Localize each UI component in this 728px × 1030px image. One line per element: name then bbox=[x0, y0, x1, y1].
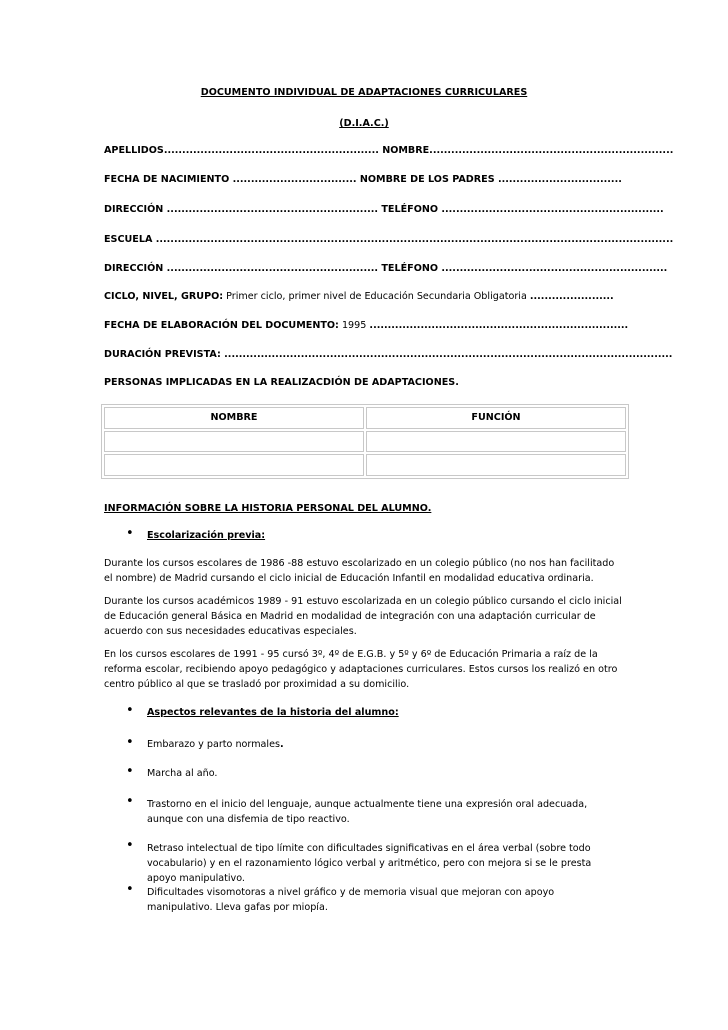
duracion-prevista-field: DURACIÓN PREVISTA: ........................................................................................................................... bbox=[104, 349, 673, 360]
bullet-icon: • bbox=[126, 764, 134, 779]
escolarizacion-heading: Escolarización previa: bbox=[147, 530, 266, 541]
aspectos-item-4: Retraso intelectual de tipo límite con dificultades significativas en el área verbal (sobre todo vocabulario) y en el razonamiento lógico verbal y aritmético, pero con mejora si se le presta apoyo manipulativo. bbox=[147, 843, 592, 884]
aspectos-item-1 bbox=[147, 739, 284, 751]
table-cell[interactable] bbox=[366, 431, 626, 453]
escuela-field: ESCUELA .............................................................................................................................................. bbox=[104, 234, 674, 245]
document-subtitle: (D.I.A.C.) bbox=[339, 118, 389, 129]
personas-table bbox=[101, 404, 629, 479]
ciclo-nivel-grupo-field bbox=[104, 291, 614, 303]
fecha-nacimiento-padres-field: FECHA DE NACIMIENTO .................................. NOMBRE DE LOS PADRES .................................. bbox=[104, 174, 622, 185]
bullet-icon: • bbox=[126, 794, 134, 809]
aspectos-item-5: Dificultades visomotoras a nivel gráfico y de memoria visual que mejoran con apoyo manipulativo. Lleva gafas por miopía. bbox=[147, 887, 555, 913]
escolarizacion-paragraph-2: Durante los cursos académicos 1989 - 91 estuvo escolarizada en un colegio público cursando el ciclo inicial de Educación general Básica en Madrid en modalidad de integración con una adaptación curricular de acuerdo con sus necesidades educativas especiales. bbox=[104, 596, 622, 637]
historia-personal-heading: INFORMACIÓN SOBRE LA HISTORIA PERSONAL DEL ALUMNO. bbox=[104, 503, 432, 514]
aspectos-item-1-text: Embarazo y parto normales bbox=[147, 739, 280, 750]
bullet-icon: • bbox=[126, 703, 134, 718]
table-cell[interactable] bbox=[104, 454, 364, 476]
aspectos-item-1-period: . bbox=[280, 739, 284, 750]
aspectos-item-3: Trastorno en el inicio del lenguaje, aunque actualmente tiene una expresión oral adecuada, aunque con una disfemia de tipo reactivo. bbox=[147, 799, 588, 825]
table-row bbox=[104, 431, 626, 453]
table-cell[interactable] bbox=[104, 431, 364, 453]
aspectos-heading: Aspectos relevantes de la historia del alumno: bbox=[147, 707, 399, 718]
ciclo-label: CICLO, NIVEL, GRUPO: bbox=[104, 291, 224, 302]
escolarizacion-paragraph-3: En los cursos escolares de 1991 - 95 cursó 3º, 4º de E.G.B. y 5º y 6º de Educación Primaria a raíz de la reforma escolar, recibiendo apoyo pedagógico y adaptaciones curriculares. Estos cursos los realizó en otro centro público al que se trasladó por proximidad a su domicilio. bbox=[104, 649, 618, 690]
table-header-funcion: FUNCIÓN bbox=[366, 407, 626, 429]
apellidos-nombre-field: APELLIDOS........................................................... NOMBRE................................................................... bbox=[104, 145, 674, 156]
bullet-icon: • bbox=[126, 882, 134, 897]
fecha-elaboracion-label: FECHA DE ELABORACIÓN DEL DOCUMENTO: bbox=[104, 320, 339, 331]
bullet-icon: • bbox=[126, 838, 134, 853]
fecha-elaboracion-dots: ....................................................................... bbox=[369, 320, 629, 331]
escolarizacion-paragraph-1: Durante los cursos escolares de 1986 -88 estuvo escolarizado en un colegio público (no nos han facilitado el nombre) de Madrid cursando el ciclo inicial de Educación Infantil en modalidad educativa ordinaria. bbox=[104, 558, 615, 584]
fecha-elaboracion-value: 1995 bbox=[338, 320, 370, 331]
table-row bbox=[104, 454, 626, 476]
direccion-telefono-field-1: DIRECCIÓN .......................................................... TELÉFONO ............................................................. bbox=[104, 204, 664, 215]
table-cell[interactable] bbox=[366, 454, 626, 476]
personas-implicadas-heading: PERSONAS IMPLICADAS EN LA REALIZACDIÓN DE ADAPTACIONES. bbox=[104, 377, 459, 388]
table-header-nombre: NOMBRE bbox=[104, 407, 364, 429]
ciclo-dots: ....................... bbox=[529, 291, 614, 302]
direccion-telefono-field-2: DIRECCIÓN .......................................................... TELÉFONO .............................................................. bbox=[104, 263, 668, 274]
ciclo-value: Primer ciclo, primer nivel de Educación Secundaria Obligatoria bbox=[223, 291, 530, 302]
fecha-elaboracion-field bbox=[104, 320, 628, 332]
bullet-icon: • bbox=[126, 526, 134, 541]
bullet-icon: • bbox=[126, 735, 134, 750]
document-title: DOCUMENTO INDIVIDUAL DE ADAPTACIONES CURRICULARES bbox=[200, 87, 528, 98]
table-header-row bbox=[104, 407, 626, 429]
aspectos-item-2: Marcha al año. bbox=[147, 768, 218, 779]
